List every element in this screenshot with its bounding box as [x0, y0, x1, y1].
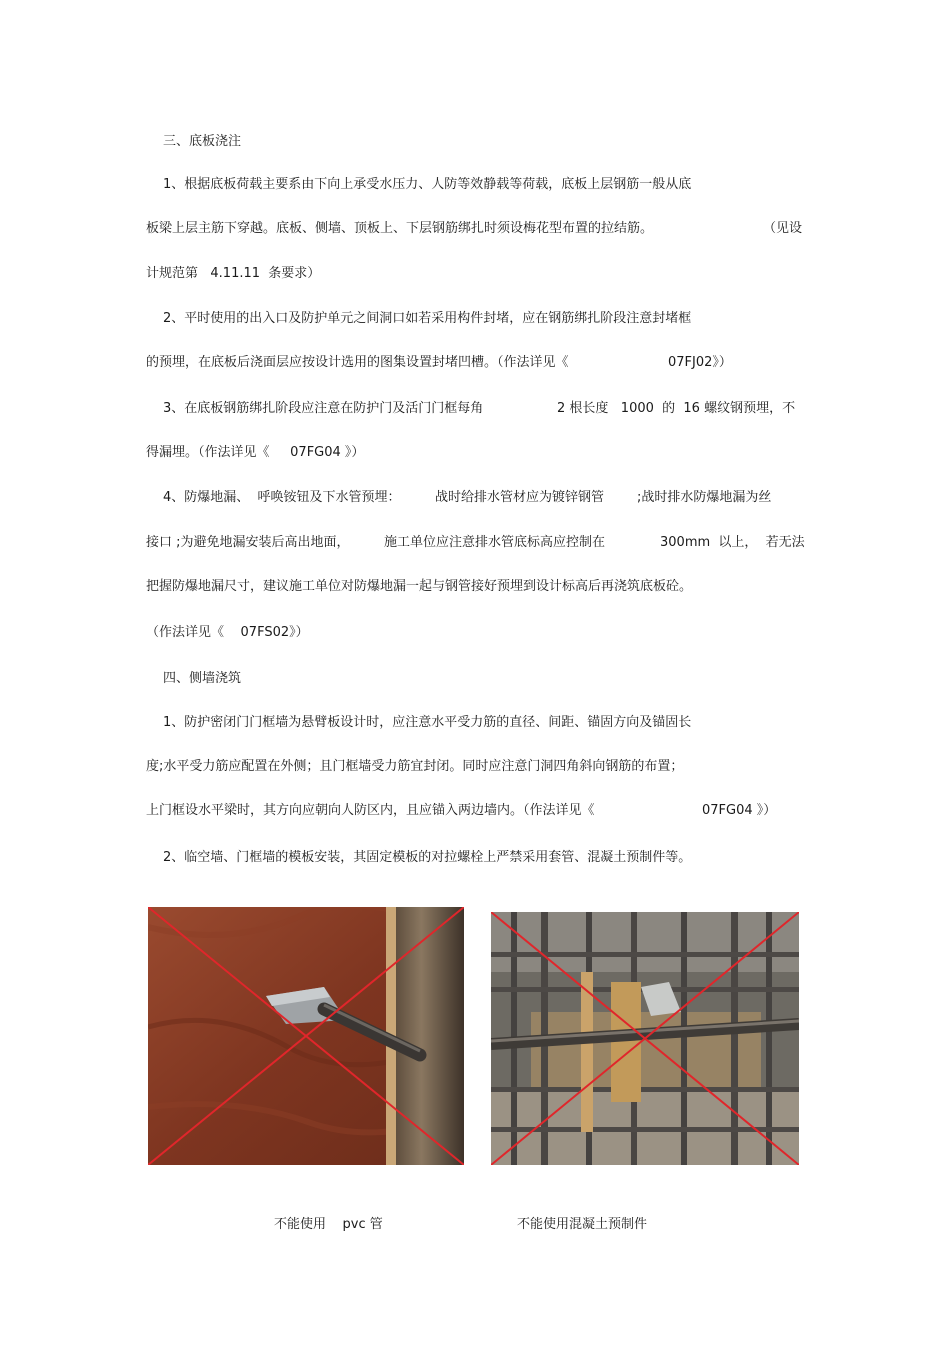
caption-right: 不能使用混凝土预制件 [517, 1217, 648, 1232]
paragraph-line: 2 根长度 1000 的 16 螺纹钢预埋，不 [557, 401, 796, 416]
paragraph-line: 1、防护密闭门门框墙为悬臂板设计时，应注意水平受力筋的直径、间距、锚固方向及锚固长 [163, 715, 692, 730]
paragraph-line: 把握防爆地漏尺寸，建议施工单位对防爆地漏一起与钢管接好预埋到设计标高后再浇筑底板砼。 [146, 579, 693, 594]
paragraph-line: 板梁上层主筋下穿越。底板、侧墙、顶板上、下层钢筋绑扎时须设梅花型布置的拉结筋。 [146, 221, 654, 236]
paragraph-line: 2、临空墙、门框墙的模板安装，其固定模板的对拉螺栓上严禁采用套管、混凝土预制件等。 [163, 850, 692, 865]
paragraph-line: 2、平时使用的出入口及防护单元之间洞口如若采用构件封堵，应在钢筋绑扎阶段注意封堵框 [163, 311, 692, 326]
paragraph-line: 战时给排水管材应为镀锌钢管 [435, 490, 605, 505]
paragraph-line: 07FJ02》） [668, 355, 732, 370]
paragraph-line: （见设 [763, 221, 803, 236]
paragraph-line: 的预埋，在底板后浇面层应按设计选用的图集设置封堵凹槽。（作法详见《 [146, 355, 569, 370]
paragraph-line: 07FG04 》） [702, 803, 777, 818]
paragraph-line: 得漏埋。（作法详见《 07FG04 》） [146, 445, 365, 460]
caption-left: 不能使用 pvc 管 [274, 1217, 383, 1232]
photo-precast-block [491, 912, 799, 1165]
paragraph-line: 施工单位应注意排水管底标高应控制在 [384, 535, 606, 550]
paragraph-line: 1、根据底板荷载主要系由下向上承受水压力、人防等效静载等荷载，底板上层钢筋一般从底 [163, 177, 692, 192]
paragraph-line: 上门框设水平梁时，其方向应朝向人防区内，且应锚入两边墙内。（作法详见《 [146, 803, 595, 818]
paragraph-line: 3、在底板钢筋绑扎阶段应注意在防护门及活门门框每角 [163, 401, 484, 416]
section-heading-4: 四、侧墙浇筑 [163, 671, 242, 686]
paragraph-line: 4、防爆地漏、 呼唤铵钮及下水管预埋： [163, 490, 401, 505]
photo-pvc-sleeve [148, 907, 464, 1165]
paragraph-line: （作法详见《 07FS02》） [146, 625, 309, 640]
paragraph-line: 接口 ;为避免地漏安装后高出地面， [146, 535, 350, 550]
section-heading-3: 三、底板浇注 [163, 134, 242, 149]
paragraph-line: 计规范第 4.11.11 条要求） [146, 266, 321, 281]
paragraph-line: ;战时排水防爆地漏为丝 [637, 490, 772, 505]
paragraph-line: 度;水平受力筋应配置在外侧；且门框墙受力筋宜封闭。同时应注意门洞四角斜向钢筋的布置； [146, 759, 684, 774]
paragraph-line: 300mm 以上， 若无法 [660, 535, 805, 550]
